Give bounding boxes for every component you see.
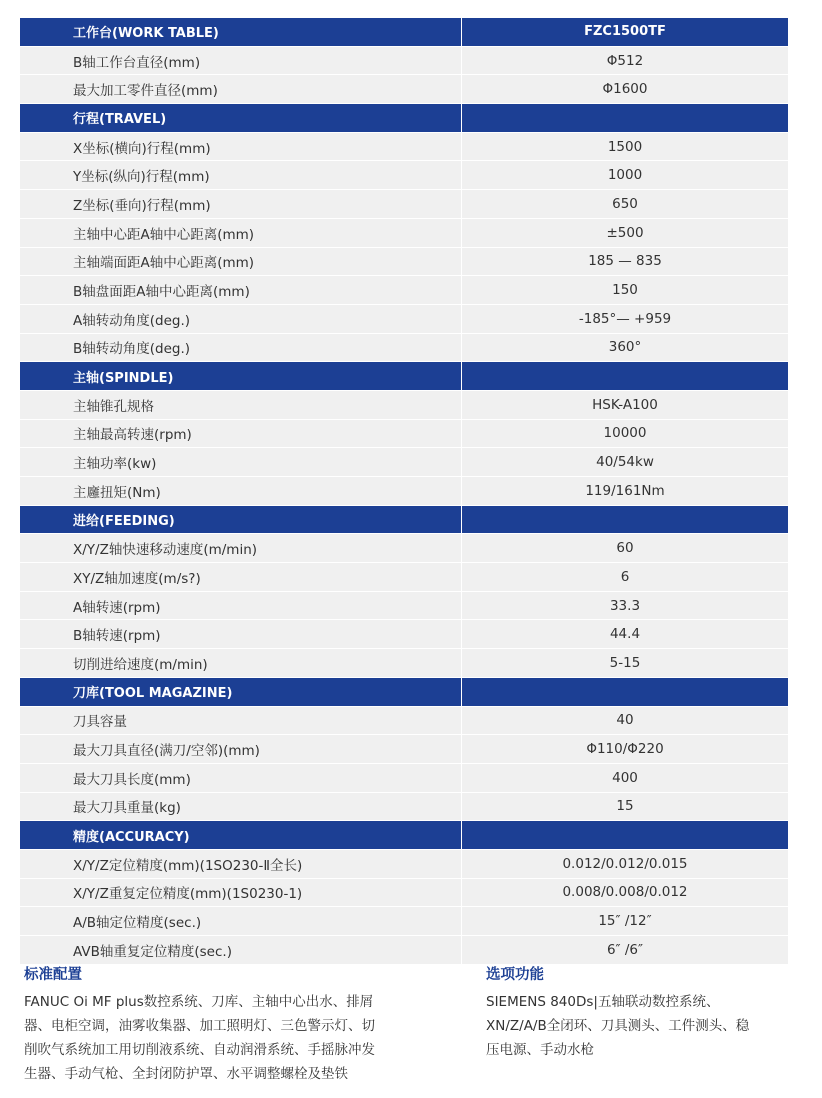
spec-value: 0.012/0.012/0.015 xyxy=(462,849,789,878)
section-header-row xyxy=(20,18,788,46)
spec-row xyxy=(20,276,788,305)
section-header-label: 工作台(WORK TABLE) xyxy=(20,18,462,46)
spec-row xyxy=(20,448,788,477)
spec-label: B轴转速(rpm) xyxy=(20,620,462,649)
spec-label: A轴转动角度(deg.) xyxy=(20,304,462,333)
spec-label: 主轴最高转速(rpm) xyxy=(20,419,462,448)
spec-value: 650 xyxy=(462,190,789,219)
spec-label: 最大刀具直径(满刀/空邻)(mm) xyxy=(20,735,462,764)
spec-row xyxy=(20,132,788,161)
standard-config-line: FANUC Oi MF plus数控系统、刀库、主轴中心出水、排屑 xyxy=(24,994,374,1010)
spec-label: 主轴端面距A轴中心距离(mm) xyxy=(20,247,462,276)
spec-table xyxy=(20,18,788,965)
section-header-value xyxy=(462,505,789,534)
spec-row xyxy=(20,849,788,878)
spec-row xyxy=(20,936,788,965)
spec-value: -185°— +959 xyxy=(462,304,789,333)
spec-value: 15″ /12″ xyxy=(462,907,789,936)
standard-config-line: 生器、手动气枪、全封闭防护罩、水平调整螺栓及垫铁 xyxy=(24,1066,348,1082)
spec-label: 切削进给速度(m/min) xyxy=(20,649,462,678)
spec-row xyxy=(20,419,788,448)
section-header-value xyxy=(462,362,789,391)
spec-row xyxy=(20,75,788,104)
spec-row xyxy=(20,907,788,936)
spec-table-body xyxy=(20,18,788,964)
spec-label: 最大加工零件直径(mm) xyxy=(20,75,462,104)
section-header-label: 进给(FEEDING) xyxy=(20,505,462,534)
spec-label: 最大刀具长度(mm) xyxy=(20,763,462,792)
section-header-value xyxy=(462,677,789,706)
standard-config-title: 标准配置 xyxy=(24,967,82,983)
spec-row xyxy=(20,161,788,190)
spec-value: 0.008/0.008/0.012 xyxy=(462,878,789,907)
spec-label: B轴转动角度(deg.) xyxy=(20,333,462,362)
spec-row xyxy=(20,477,788,506)
spec-value: 119/161Nm xyxy=(462,477,789,506)
spec-row xyxy=(20,390,788,419)
section-header-row xyxy=(20,362,788,391)
section-header-label: 精度(ACCURACY) xyxy=(20,821,462,850)
spec-value: ±500 xyxy=(462,218,789,247)
standard-config-line: 器、电柜空调，油雾收集器、加工照明灯、三色警示灯、切 xyxy=(24,1018,375,1034)
spec-row xyxy=(20,247,788,276)
spec-label: B轴盘面距A轴中心距离(mm) xyxy=(20,276,462,305)
options-line: XN/Z/A/B全闭环、刀具测头、工件测头、稳 xyxy=(486,1018,750,1034)
spec-value: 1000 xyxy=(462,161,789,190)
spec-value: 360° xyxy=(462,333,789,362)
spec-value: Φ512 xyxy=(462,46,789,75)
spec-value: Φ1600 xyxy=(462,75,789,104)
spec-value: 10000 xyxy=(462,419,789,448)
section-header-value xyxy=(462,821,789,850)
spec-label: X/Y/Z定位精度(mm)(1SO230-Ⅱ全长) xyxy=(20,849,462,878)
spec-label: B轴工作台直径(mm) xyxy=(20,46,462,75)
spec-label: 主廱扭矩(Nm) xyxy=(20,477,462,506)
spec-row xyxy=(20,333,788,362)
spec-label: A轴转速(rpm) xyxy=(20,591,462,620)
spec-label: X/Y/Z轴快速移动速度(m/min) xyxy=(20,534,462,563)
section-header-value xyxy=(462,104,789,133)
spec-row xyxy=(20,218,788,247)
spec-value: 185 — 835 xyxy=(462,247,789,276)
section-header-row xyxy=(20,677,788,706)
spec-value: 1500 xyxy=(462,132,789,161)
spec-row xyxy=(20,591,788,620)
spec-row xyxy=(20,304,788,333)
spec-row xyxy=(20,563,788,592)
spec-row xyxy=(20,878,788,907)
spec-value: 40/54kw xyxy=(462,448,789,477)
spec-label: AVB轴重复定位精度(sec.) xyxy=(20,936,462,965)
spec-label: Z坐标(垂向)行程(mm) xyxy=(20,190,462,219)
section-header-label: 主轴(SPINDLE) xyxy=(20,362,462,391)
spec-value: 5-15 xyxy=(462,649,789,678)
spec-value: 400 xyxy=(462,763,789,792)
section-header-row xyxy=(20,505,788,534)
spec-row xyxy=(20,46,788,75)
spec-row xyxy=(20,534,788,563)
spec-label: 刀具容量 xyxy=(20,706,462,735)
spec-label: A/B轴定位精度(sec.) xyxy=(20,907,462,936)
spec-value: 15 xyxy=(462,792,789,821)
spec-label: X坐标(横向)行程(mm) xyxy=(20,132,462,161)
spec-row xyxy=(20,735,788,764)
standard-config-text xyxy=(24,990,419,1086)
spec-label: 最大刀具重量(kg) xyxy=(20,792,462,821)
spec-label: 主轴锥孔规格 xyxy=(20,390,462,419)
options-title: 选项功能 xyxy=(486,967,544,983)
spec-value: 60 xyxy=(462,534,789,563)
spec-value: 150 xyxy=(462,276,789,305)
spec-row xyxy=(20,792,788,821)
section-header-row xyxy=(20,104,788,133)
spec-label: XY/Z轴加速度(m/s?) xyxy=(20,563,462,592)
spec-label: 主轴功率(kw) xyxy=(20,448,462,477)
spec-value: 40 xyxy=(462,706,789,735)
spec-row xyxy=(20,763,788,792)
standard-config-line: 削吹气系统加工用切削液系统、自动润滑系统、手摇脉冲发 xyxy=(24,1042,375,1058)
section-header-label: 行程(TRAVEL) xyxy=(20,104,462,133)
section-header-value: FZC1500TF xyxy=(462,18,789,46)
spec-label: 主轴中心距A轴中心距离(mm) xyxy=(20,218,462,247)
spec-value: 33.3 xyxy=(462,591,789,620)
options-line: SIEMENS 840Ds|五轴联动数控系统、 xyxy=(486,994,720,1010)
spec-row xyxy=(20,706,788,735)
spec-value: HSK-A100 xyxy=(462,390,789,419)
spec-value: 6 xyxy=(462,563,789,592)
spec-label: Y坐标(纵向)行程(mm) xyxy=(20,161,462,190)
spec-value: Φ110/Φ220 xyxy=(462,735,789,764)
spec-row xyxy=(20,649,788,678)
options-text xyxy=(486,990,786,1062)
spec-label: X/Y/Z重复定位精度(mm)(1S0230-1) xyxy=(20,878,462,907)
spec-row xyxy=(20,190,788,219)
options-line: 压电源、手动水枪 xyxy=(486,1042,594,1058)
spec-row xyxy=(20,620,788,649)
section-header-row xyxy=(20,821,788,850)
spec-value: 6″ /6″ xyxy=(462,936,789,965)
section-header-label: 刀库(TOOL MAGAZINE) xyxy=(20,677,462,706)
spec-value: 44.4 xyxy=(462,620,789,649)
